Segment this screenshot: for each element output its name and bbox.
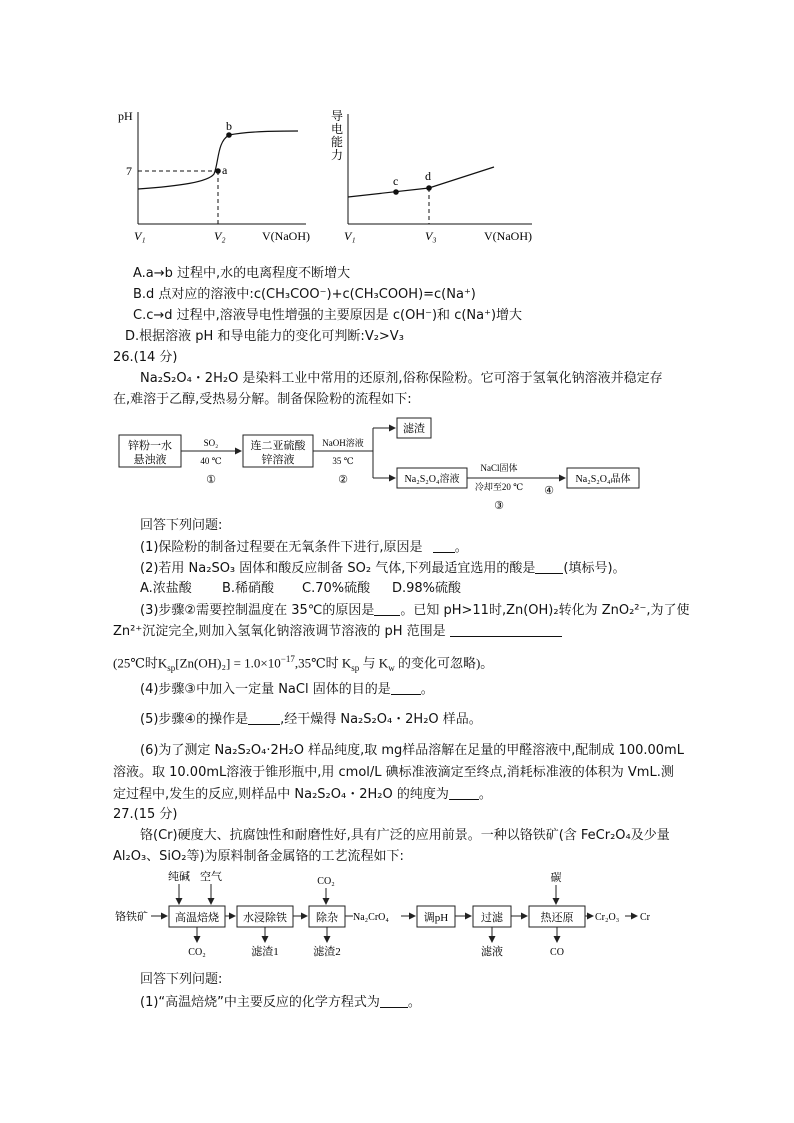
q26-q1-blank[interactable] [433,539,455,553]
q26-step-1: ① [206,474,216,486]
q26-q3-text-b: 。已知 pH>11时,Zn(OH)₂转化为 ZnO₂²⁻,为了使 [400,603,690,618]
q26-q6-line1: (6)为了测定 Na₂S₂O₄·2H₂O 样品纯度,取 mg样品溶解在足量的甲醛溶液中,配制成 100.00mL [140,743,684,758]
ph-xtick-v1: V₁ [134,229,146,243]
q27-sub-1 [140,994,421,1011]
q26-q6-line2: 溶液。取 10.00mL溶液于锥形瓶中,用 cmol/L 碘标准液滴定至终点,消耗标准液的体积为 VmL.测 [113,765,674,780]
cond-point-d [426,185,432,191]
q25-option-b: B.d 点对应的溶液中:c(CH₃COO⁻)+c(CH₃COOH)=c(Na⁺) [133,287,476,302]
q26-q3-text-e: [Zn(OH)₂] = 1.0×10 [175,655,281,671]
q26-q3-text-h: 的变化可忽略)。 [394,655,494,671]
q26-q5-text: (5)步骤④的操作是 [140,712,249,727]
cond-xlabel: V(NaOH) [484,229,532,243]
cond-ylabel-2: 电 [331,122,344,136]
q26-box1-line1: 锌粉一水 [128,440,172,452]
q27-out-co: CO [550,947,564,958]
cond-xtick-v1: V₁ [344,229,356,243]
q26-q2-option-b: B.稀硝酸 [222,581,275,596]
q27-b3: 除杂 [316,912,338,924]
q27-b1: 高温焙烧 [175,912,219,924]
ph-xtick-v2: V₂ [214,229,226,243]
q26-sub-2 [140,560,626,577]
q27-b2: 水浸除铁 [243,912,287,924]
q26-q4-end: 。 [420,682,434,697]
q26-q3-text-c: Zn²⁺沉淀完全,则加入氢氧化钠溶液调节溶液的 pH 范围是 [113,624,446,639]
q26-arrow3-bottom: 冷却至20 ℃ [474,482,524,492]
q26-q2-option-c: C.70%硫酸 [302,581,371,596]
q27-intro-line2: Al₂O₃、SiO₂等)为原料制备金属铬的工艺流程如下: [113,849,404,864]
q27-mid-product: Na₂CrO₄ [353,912,389,923]
q26-box3-label: 滤渣 [403,423,425,435]
q27-product-cr: Cr [640,912,650,923]
q26-arrow2-bottom: 35 ℃ [332,456,354,466]
cond-ylabel-3: 能 [331,135,344,149]
q26-q2-option-a: A.浓盐酸 [140,581,192,596]
q27-answer-prompt: 回答下列问题: [140,972,223,987]
q26-q3-kw-sub: w [388,662,395,673]
cond-curve [348,167,494,197]
q26-q3-blank-2[interactable] [450,623,562,637]
q25-option-c: C.c→d 过程中,溶液导电性增强的主要原因是 c(OH⁻)和 c(Na⁺)增大 [133,308,523,323]
q26-q2-option-d: D.98%硫酸 [392,581,462,596]
q25-option-d: D.根据溶液 pH 和导电能力的变化可判断:V₂>V₃ [125,329,404,344]
q26-flowchart [113,412,643,516]
q27-b4: 调pH [423,912,449,924]
cond-ylabel-1: 导 [331,109,344,123]
q26-q5-blank[interactable] [248,711,280,725]
ph-point-a [215,168,221,174]
q27-out-residue2: 滤渣2 [313,946,341,958]
q26-q5-end: ,经干燥得 Na₂S₂O₄・2H₂O 样品。 [280,712,482,727]
q26-q6-blank[interactable] [449,786,479,800]
q26-q3-text-d: (25℃时K [113,655,168,671]
q26-arrow2-top: NaOH溶液 [322,438,364,448]
q27-start: 铬铁矿 [115,911,148,923]
q26-box1-line2: 悬浊液 [133,454,167,466]
cond-xtick-v3: V₃ [425,229,437,243]
q27-q1-blank[interactable] [380,994,408,1008]
conductivity-chart [326,100,546,250]
q26-arrow1-bottom: 40 ℃ [200,456,222,466]
q26-q4-blank[interactable] [391,681,421,695]
q27-input-air: 空气 [200,871,222,883]
q26-step-3: ③ [494,500,504,512]
q26-arrow1-top: SO₂ [203,438,219,448]
q26-q3-text-f: ,35℃时 K [294,655,352,671]
q26-sub-1 [140,539,468,556]
q27-b5: 过滤 [481,912,503,924]
q27-input-soda: 纯碱 [168,871,190,883]
q27-flowchart [113,866,673,962]
cond-label-c: c [393,174,399,188]
q26-box4-label: Na₂S₂O₄溶液 [404,474,460,485]
q26-q2-blank[interactable] [535,560,563,574]
q26-intro-line1: Na₂S₂O₄・2H₂O 是染料工业中常用的还原剂,俗称保险粉。它可溶于氢氧化钠溶液并稳定存 [140,371,663,386]
q26-sub-4 [140,681,434,698]
q27-number: 27.(15 分) [113,807,178,822]
q26-q3-ksp-sub: sp [167,662,176,673]
q27-q1-text: (1)“高温焙烧”中主要反应的化学方程式为 [140,995,380,1010]
q27-out-residue1: 滤渣1 [251,946,279,958]
ph-point-b [226,132,232,138]
q26-q6-text-c: 定过程中,发生的反应,则样品中 Na₂S₂O₄・2H₂O 的纯度为 [113,787,449,802]
q27-input-co2: CO₂ [317,876,335,887]
q26-step-4: ④ [544,485,554,497]
ph-xlabel: V(NaOH) [262,229,310,243]
q26-intro-line2: 在,难溶于乙醇,受热易分解。制备保险粉的流程如下: [113,392,412,407]
q26-step-2: ② [338,474,348,486]
q27-input-carbon: 碳 [550,872,562,884]
q26-q1-end: 。 [454,540,468,555]
q27-b6: 热还原 [540,912,574,924]
q26-q3-text-a: (3)步骤②需要控制温度在 35℃的原因是 [140,603,375,618]
q26-box5-label: Na₂S₂O₄晶体 [575,474,631,485]
q26-q4-text: (4)步骤③中加入一定量 NaCl 固体的目的是 [140,682,391,697]
q26-q3-text-g: 与 K [359,655,389,671]
cond-point-c [393,189,399,195]
q26-sub-3b [113,623,562,640]
q27-out-co2: CO₂ [188,947,206,958]
q26-sub-6c [113,786,492,803]
q27-intro-line1: 铬(Cr)硬度大、抗腐蚀性和耐磨性好,具有广泛的应用前景。一种以铬铁矿(含 FeCr₂O₄及少量 [140,828,670,843]
cond-label-d: d [425,169,431,183]
q26-sub-3c [113,651,493,676]
q26-q3-exponent: −17 [280,654,295,664]
q26-answer-prompt: 回答下列问题: [140,518,223,533]
q26-box2-line2: 锌溶液 [261,454,295,466]
ph-ytick-7: 7 [126,164,132,178]
q26-number: 26.(14 分) [113,350,178,365]
q26-box2-line1: 连二亚硫酸 [250,440,306,452]
q25-option-a: A.a→b 过程中,水的电离程度不断增大 [133,266,351,281]
q27-q1-end: 。 [407,995,421,1010]
q26-q3-blank-1[interactable] [374,602,400,616]
q26-sub-5 [140,711,482,728]
q26-q6-end: 。 [478,787,492,802]
q26-q1-text: (1)保险粉的制备过程要在无氧条件下进行,原因是 [140,540,423,555]
q27-product-cr2o3: Cr₂O₃ [595,912,620,923]
q26-arrow3-top: NaCl固体 [480,463,518,473]
ph-label-a: a [222,163,228,177]
ph-label-b: b [226,119,232,133]
ph-ylabel: pH [118,109,133,123]
q27-out-filtrate: 滤液 [481,946,503,958]
q26-sub-3a [140,602,690,619]
cond-ylabel-4: 力 [331,148,344,162]
q26-q2-end: (填标号)。 [563,561,626,576]
ph-chart [110,100,320,250]
q26-q3-ksp-sub-2: sp [351,662,360,673]
q26-q2-text: (2)若用 Na₂SO₃ 固体和酸反应制备 SO₂ 气体,下列最适宜选用的酸是 [140,561,536,576]
